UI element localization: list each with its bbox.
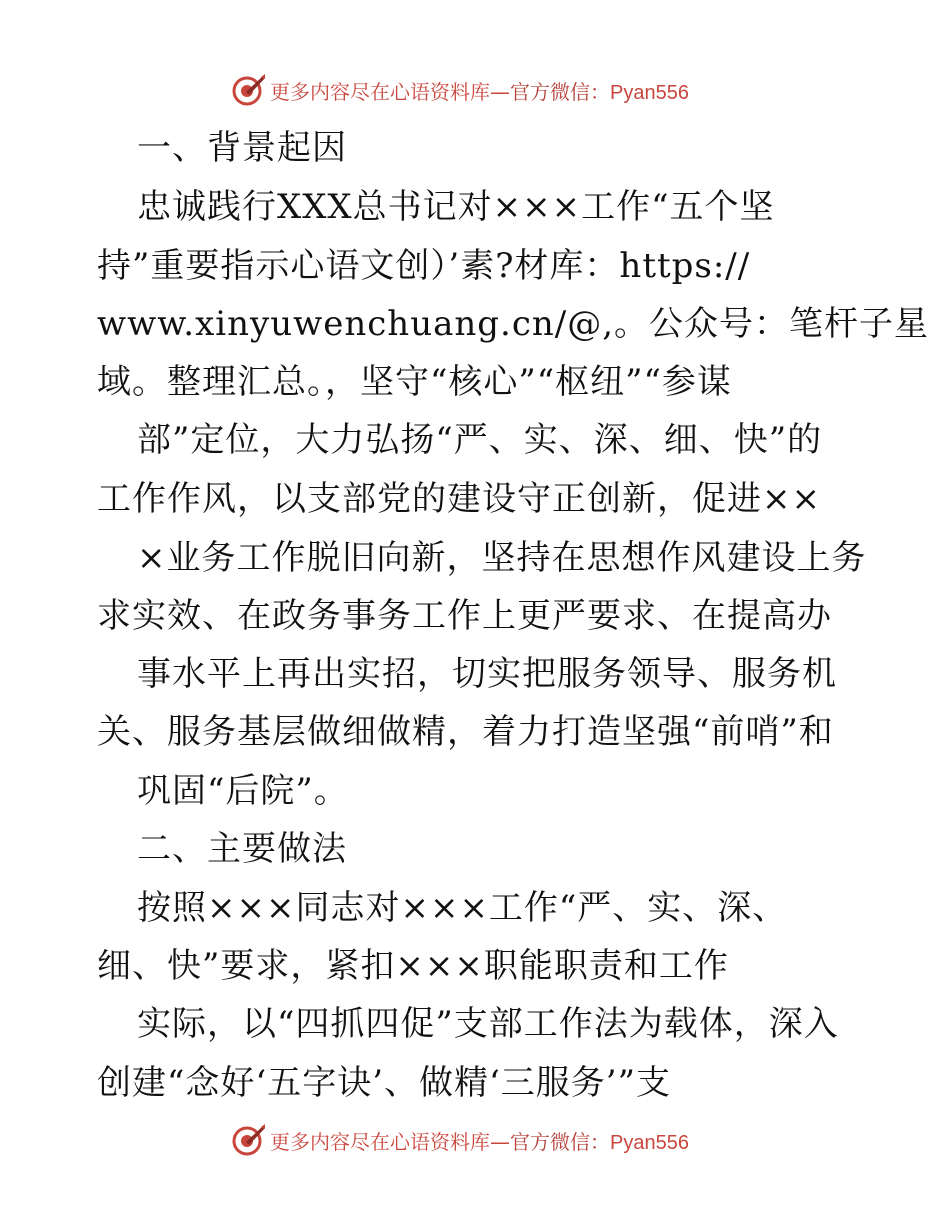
quill-seal-icon xyxy=(232,73,266,107)
paragraph-line: 工作作风，以支部党的建设守正创新，促进×× xyxy=(97,479,821,519)
watermark-text xyxy=(270,1126,689,1155)
watermark-header xyxy=(232,70,689,110)
paragraph-line: 求实效、在政务事务工作上更严要求、在提高办 xyxy=(97,596,832,636)
watermark-separator: — xyxy=(490,79,510,104)
watermark-text xyxy=(270,76,689,105)
watermark-handle: Pyan556 xyxy=(610,1131,689,1154)
paragraph-line: 关、服务基层做细做精，着力打造坚强“前哨”和 xyxy=(97,712,834,752)
section-heading: 一、背景起因 xyxy=(137,128,347,168)
paragraph-line: 持”重要指示心语文创）’素?材库：https:// xyxy=(97,246,751,286)
paragraph-line: 细、快”要求，紧扣×××职能职责和工作 xyxy=(97,946,729,986)
watermark-brand: 更多内容尽在心语资料库 xyxy=(270,1129,490,1154)
paragraph-line: 实际，以“四抓四促”支部工作法为载体，深入 xyxy=(137,1004,839,1044)
watermark-official-label: 官方微信： xyxy=(510,1129,610,1154)
paragraph-line: 域。整理汇总。，坚守“核心”“枢纽”“参谋 xyxy=(97,362,732,402)
paragraph-line: 忠诚践行XXX总书记对×××工作“五个坚 xyxy=(137,187,775,227)
paragraph-line: 部”定位，大力弘扬“严、实、深、细、快”的 xyxy=(137,420,823,460)
section-heading: 二、主要做法 xyxy=(137,829,347,869)
watermark-handle: Pyan556 xyxy=(610,81,689,104)
watermark-separator: — xyxy=(490,1129,510,1154)
paragraph-line: 事水平上再出实招，切实把服务领导、服务机 xyxy=(137,654,837,694)
watermark-official-label: 官方微信： xyxy=(510,79,610,104)
paragraph-line: 巩固“后院”。 xyxy=(137,771,349,811)
watermark-footer xyxy=(232,1120,689,1160)
paragraph-line: ×业务工作脱旧向新，坚持在思想作风建设上务 xyxy=(137,538,867,578)
quill-seal-icon xyxy=(232,1123,266,1157)
paragraph-line: www.xinyuwenchuang.cn/@,。公众号：笔杆子星 xyxy=(97,304,930,344)
watermark-brand: 更多内容尽在心语资料库 xyxy=(270,79,490,104)
paragraph-line: 创建“念好‘五字诀’、做精‘三服务’”支 xyxy=(97,1063,671,1103)
paragraph-line: 按照×××同志对×××工作“严、实、深、 xyxy=(137,888,788,928)
